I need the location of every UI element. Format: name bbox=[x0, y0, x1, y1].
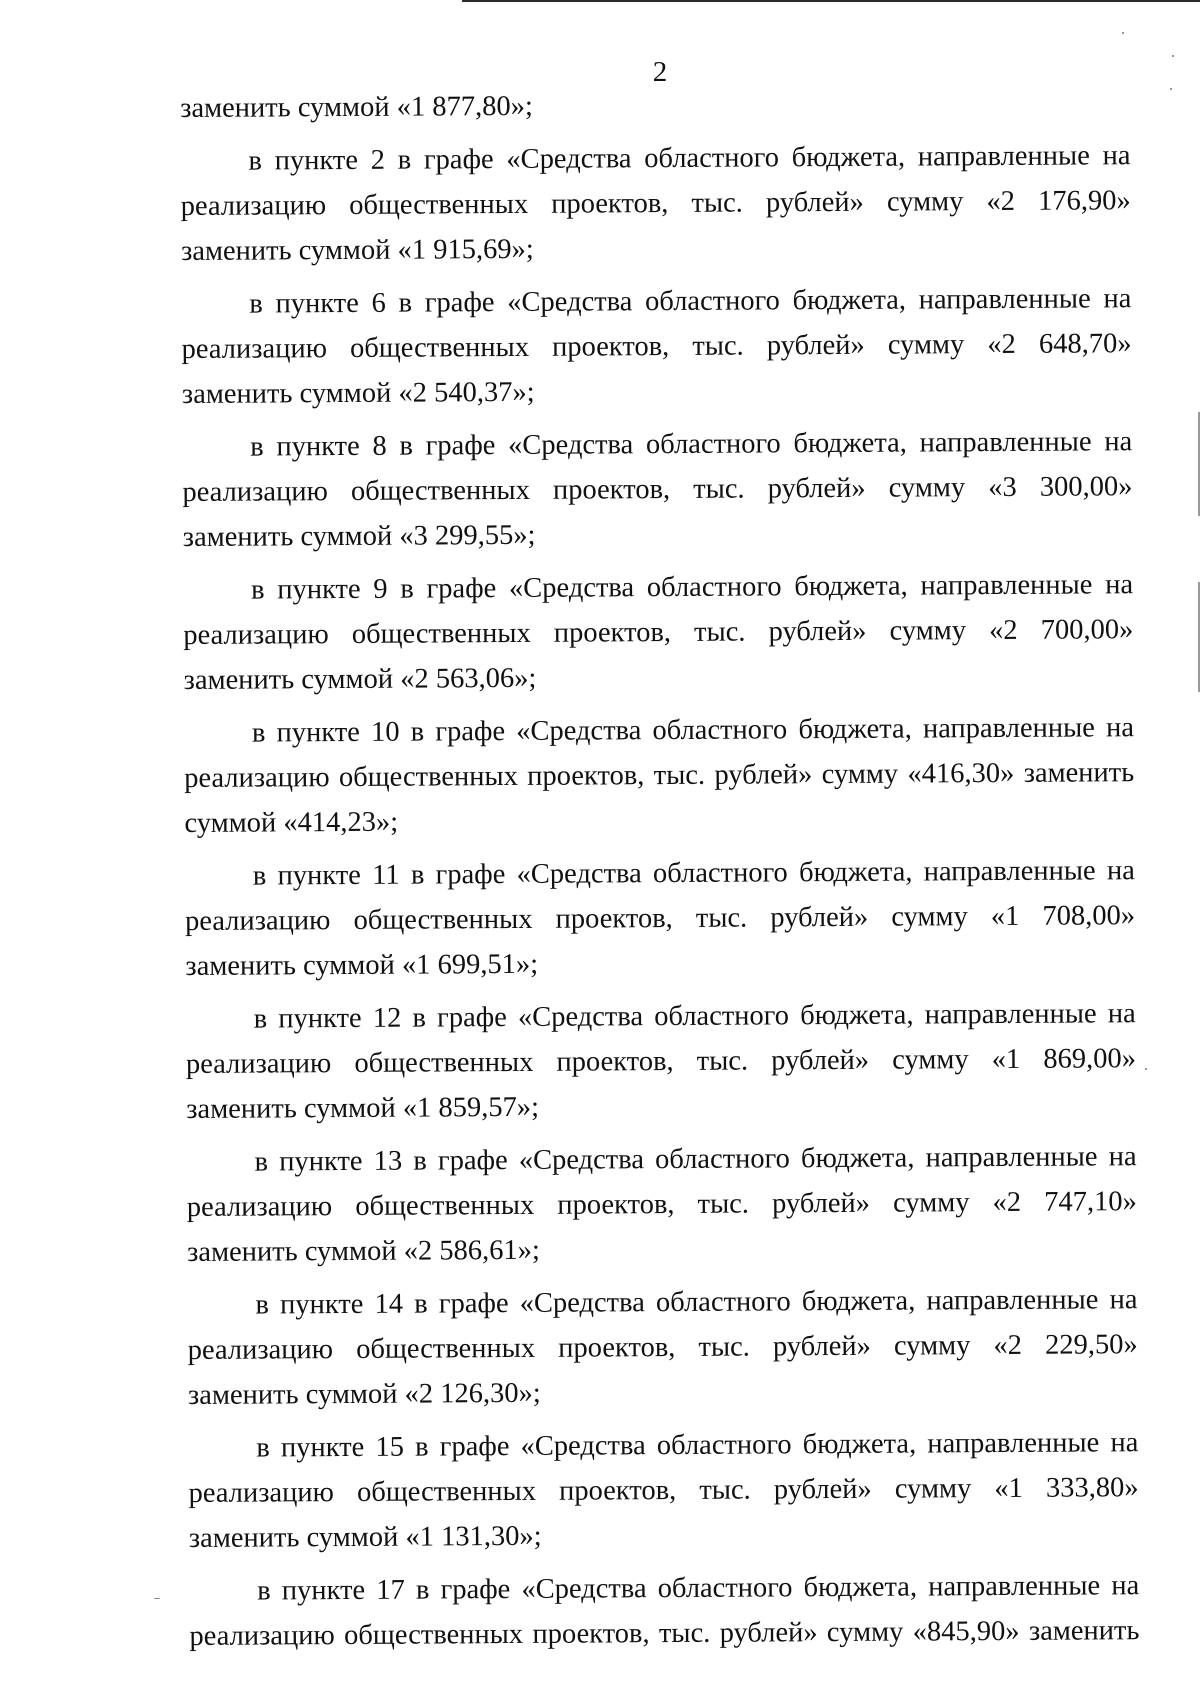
paragraph-item-8: в пункте 8 в графе «Средства областного бюджета, направленные на реализацию общественных проектов, тыс. рублей» сумму «3 300,00» заменить суммой «3 299,55»; bbox=[182, 426, 1133, 553]
scan-edge-line bbox=[462, 0, 1200, 2]
paragraph-item-12: в пункте 12 в графе «Средства областного бюджета, направленные на реализацию общественных проектов, тыс. рублей» сумму «1 869,00» заменить суммой «1 859,57»; bbox=[185, 998, 1137, 1125]
paragraph-continuation: заменить суммой «1 877,80»; bbox=[180, 90, 533, 124]
paragraph-item-10: в пункте 10 в графе «Средства областного бюджета, направленные на реализацию общественных проектов, тыс. рублей» сумму «416,30» заменить суммой «414,23»; bbox=[184, 712, 1135, 839]
paragraph-item-6: в пункте 6 в графе «Средства областного бюджета, направленные на реализацию общественных проектов, тыс. рублей» сумму «2 648,70» заменить суммой «2 540,37»; bbox=[181, 283, 1132, 410]
paragraph-item-9: в пункте 9 в графе «Средства областного бюджета, направленные на реализацию общественных проектов, тыс. рублей» сумму «2 700,00» заменить суммой «2 563,06»; bbox=[183, 569, 1134, 696]
scan-speck bbox=[1122, 32, 1124, 34]
document-body bbox=[180, 80, 1140, 1667]
paragraph-item-14: в пункте 14 в графе «Средства областного бюджета, направленные на реализацию общественных проектов, тыс. рублей» сумму «2 229,50» заменить суммой «2 126,30»; bbox=[187, 1284, 1138, 1411]
scan-speck bbox=[154, 1598, 160, 1599]
paragraph-item-11: в пункте 11 в графе «Средства областного бюджета, направленные на реализацию общественных проектов, тыс. рублей» сумму «1 708,00» заменить суммой «1 699,51»; bbox=[185, 855, 1136, 982]
paragraph-item-15: в пункте 15 в графе «Средства областного бюджета, направленные на реализацию общественных проектов, тыс. рублей» сумму «1 333,80» заменить суммой «1 131,30»; bbox=[188, 1427, 1139, 1554]
scan-speck bbox=[1145, 1068, 1147, 1070]
paragraph-item-2: в пункте 2 в графе «Средства областного бюджета, направленные на реализацию общественных проектов, тыс. рублей» сумму «2 176,90» заменить суммой «1 915,69»; bbox=[180, 140, 1131, 267]
page-number: 2 bbox=[652, 56, 668, 88]
paragraph-item-17: в пункте 17 в графе «Средства областного бюджета, направленные на реализацию общественных проектов, тыс. рублей» сумму «845,90» заменить bbox=[189, 1570, 1140, 1652]
paragraph-item-13: в пункте 13 в графе «Средства областного бюджета, направленные на реализацию общественных проектов, тыс. рублей» сумму «2 747,10» заменить суммой «2 586,61»; bbox=[186, 1141, 1137, 1268]
